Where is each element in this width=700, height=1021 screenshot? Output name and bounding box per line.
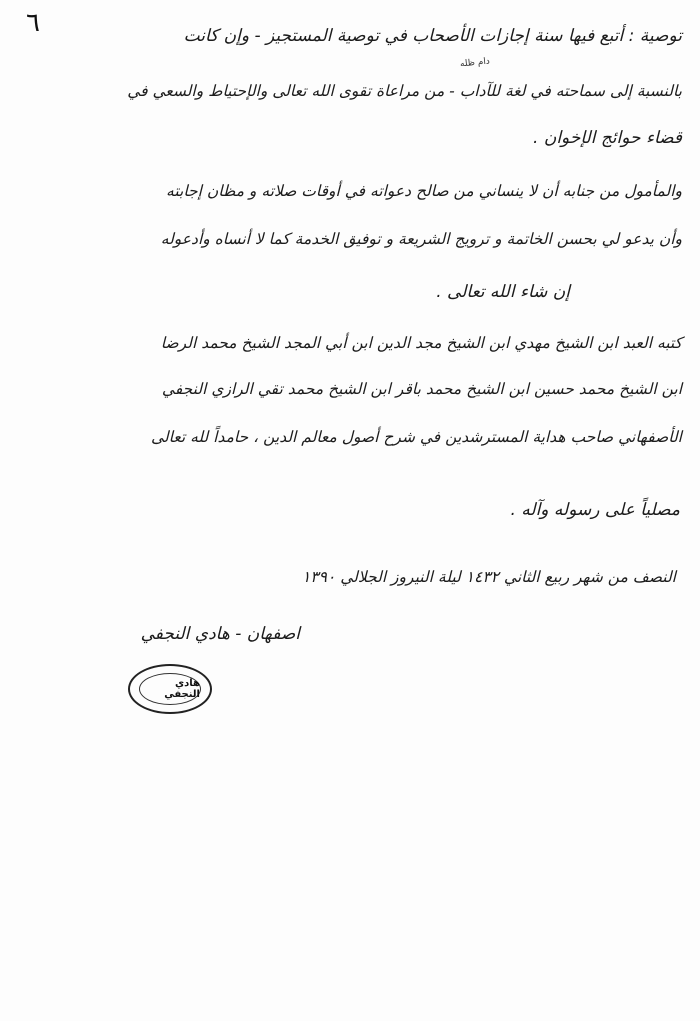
text-line-6: إن شاء الله تعالى . [436,282,570,302]
signature-line: اصفهان - هادي النجفي [140,624,300,644]
text-line-8: ابن الشيخ محمد حسين ابن الشيخ محمد باقر ابن الشيخ محمد تقي الرازي النجفي [161,380,682,398]
text-line-2: بالنسبة إلى سماحته في لغة للآداب - من مراعاة تقوى الله تعالى والإحتياط والسعي في [127,82,682,100]
text-line-9: الأصفهاني صاحب هداية المسترشدين في شرح أصول معالم الدين ، حامداً لله تعالى [151,428,682,446]
superscript-note: دام ظله [459,56,491,70]
date-line: النصف من شهر ربيع الثاني ١٤٣٢ ليلة النيروز الجلالي ١٣٩٠ [301,568,676,586]
text-line-7: كتبه العبد ابن الشيخ مهدي ابن الشيخ مجد الدين ابن أبي المجد الشيخ محمد الرضا [160,334,682,352]
text-line-5: وأن يدعو لي بحسن الخاتمة و ترويج الشريعة و توفيق الخدمة كما لا أنساه وأدعوله [160,230,682,248]
text-line-1: توصية : أتبع فيها سنة إجازات الأصحاب في توصية المستجيز - وإن كانت [183,26,682,46]
text-line-3: قضاء حوائج الإخوان . [533,128,682,148]
text-line-10: مصلياً على رسوله وآله . [510,500,680,520]
seal-stamp [128,664,212,714]
text-line-4: والمأمول من جنابه أن لا ينساني من صالح دعواته في أوقات صلاته و مظان إجابته [166,182,682,200]
page-number: ٦ [26,8,40,38]
seal-text: هادي النجفي [139,673,201,705]
